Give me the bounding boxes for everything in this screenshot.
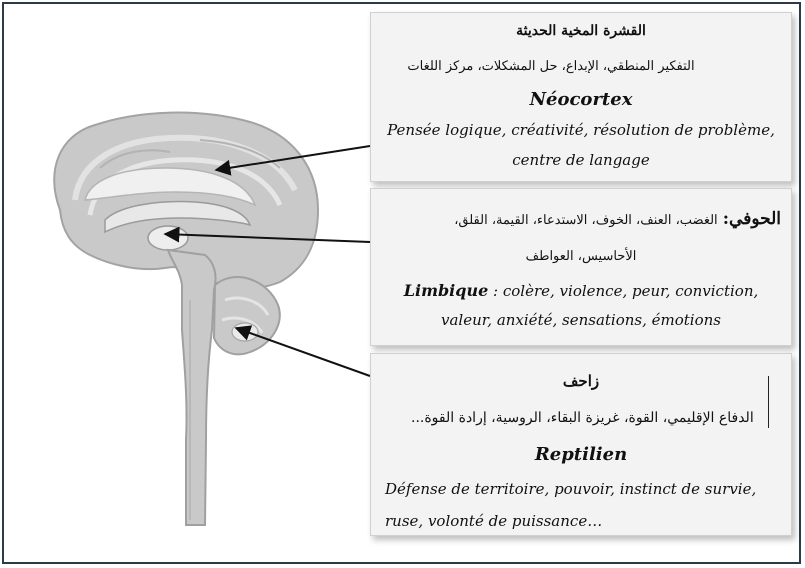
reptilian-desc-fr-1: Défense de territoire, pouvoir, instinct de survie, (385, 480, 757, 498)
reptilian-title-fr: Reptilien (534, 444, 628, 465)
limbic-desc-fr-2: valeur, anxiété, sensations, émotions (441, 311, 721, 329)
reptilian-box (370, 353, 792, 536)
neocortex-title-ar: القشرة المخية الحديثة (516, 23, 646, 39)
neocortex-desc-ar: التفكير المنطقي، الإبداع، حل المشكلات، مركز اللغات (407, 59, 695, 74)
limbic-title-ar: الحوفي: (722, 209, 781, 229)
limbic-desc-ar-1: الغضب، العنف، الخوف، الاستدعاء، القيمة، القلق، (454, 213, 718, 228)
neocortex-box (370, 12, 792, 182)
arrow-reptilian (236, 328, 370, 376)
arrow-neocortex (216, 146, 370, 170)
reptilian-title-ar: زاحف (562, 372, 600, 390)
limbic-desc-fr-1: : colère, violence, peur, conviction, (488, 282, 759, 300)
limbic-title-fr: Limbique (403, 281, 489, 300)
limbic-desc-ar-2: الأحاسيس، العواطف (525, 249, 637, 264)
reptilian-desc-fr-2: ruse, volonté de puissance… (385, 512, 603, 530)
limbic-box (370, 188, 792, 346)
text-cursor-line (768, 376, 769, 428)
neocortex-desc-fr-1: Pensée logique, créativité, résolution de problème, (387, 121, 775, 139)
arrow-limbic (165, 234, 370, 242)
neocortex-title-fr: Néocortex (529, 89, 633, 110)
reptilian-desc-ar: الدفاع الإقليمي، القوة، غريزة البقاء، الروسية، إرادة القوة... (411, 410, 754, 426)
neocortex-desc-fr-2: centre de langage (512, 151, 650, 169)
